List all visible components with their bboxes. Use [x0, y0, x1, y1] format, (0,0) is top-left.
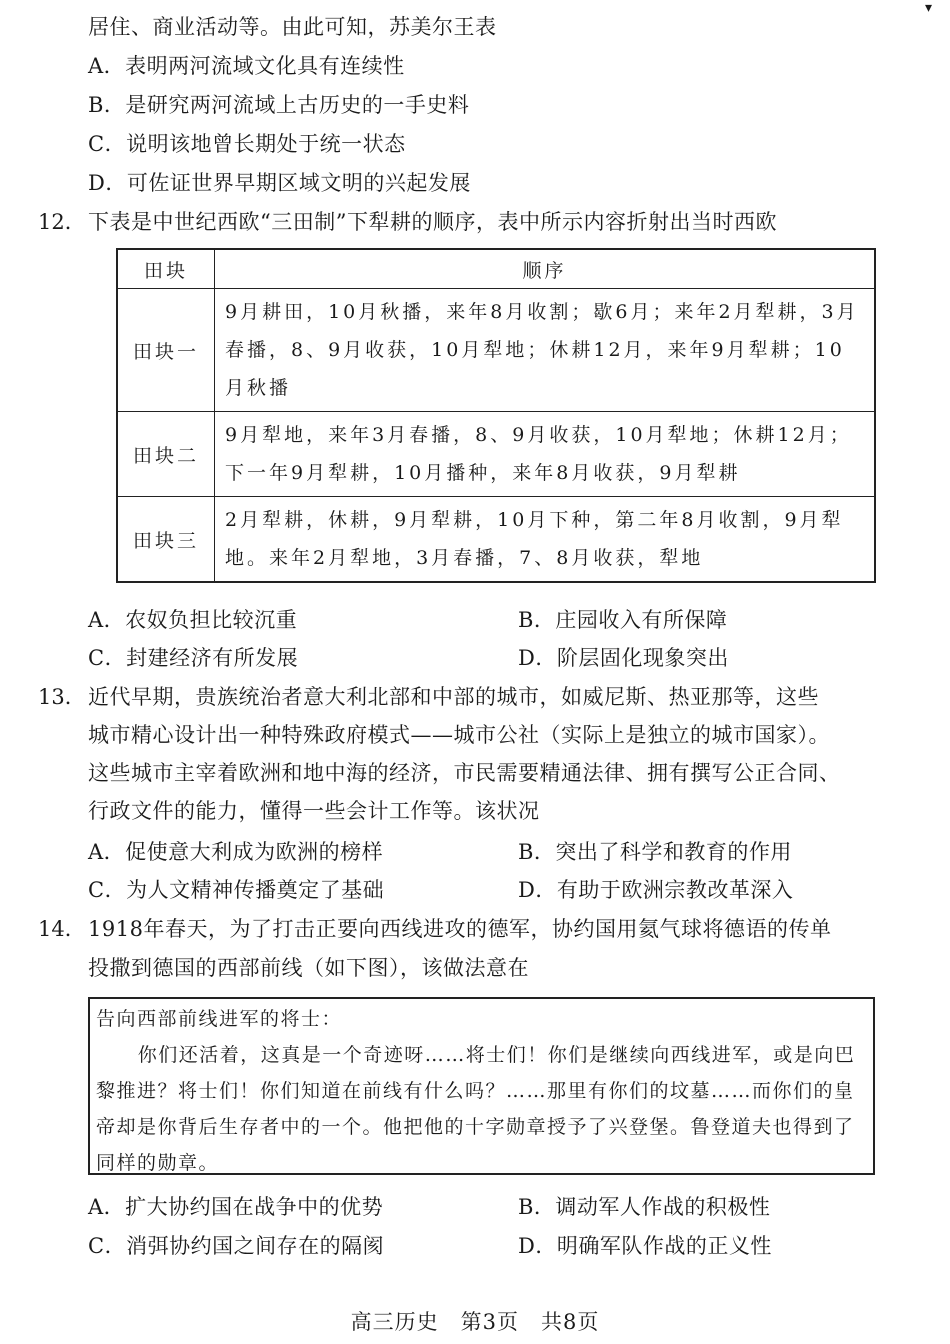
q13-number: 13． [38, 685, 86, 709]
three-field-table [116, 248, 876, 583]
q11-option-d: D．可佐证世界早期区域文明的兴起发展 [88, 171, 471, 195]
q13-option-a: A．促使意大利成为欧洲的榜样 [88, 840, 384, 864]
table-cell-field-name: 田块一 [117, 289, 215, 412]
q12-option-a: A．农奴负担比较沉重 [88, 608, 298, 632]
table-cell-order: 9月耕田，10月秋播，来年8月收割；歇6月；来年2月犁耕，3月春播，8、9月收获，10月犁地；休耕12月，来年9月犁耕；10月秋播 [215, 289, 876, 412]
q11-option-a: A．表明两河流域文化具有连续性 [88, 54, 405, 78]
q12-stem: 下表是中世纪西欧“三田制”下犁耕的顺序，表中所示内容折射出当时西欧 [88, 210, 777, 234]
q11-stem-tail: 居住、商业活动等。由此可知，苏美尔王表 [88, 15, 497, 39]
q12-option-d: D．阶层固化现象突出 [518, 646, 729, 670]
leaflet-body: 你们还活着，这真是一个奇迹呀……将士们！你们是继续向西线进军，或是向巴黎推进？将士们！你们知道在前线有什么吗？……那里有你们的坟墓……而你们的皇帝却是你背后生存者中的一个。他把他的十字勋章授予了兴登堡。鲁登道夫也得到了同样的勋章。 [96, 1044, 856, 1174]
q14-option-d: D．明确军队作战的正义性 [518, 1234, 772, 1258]
table-header-order: 顺序 [215, 249, 876, 289]
q14-option-b: B．调动军人作战的积极性 [518, 1195, 771, 1219]
table-row [117, 289, 875, 412]
q12-number: 12． [38, 210, 86, 234]
q12-option-b: B．庄园收入有所保障 [518, 608, 728, 632]
q14-option-a: A．扩大协约国在战争中的优势 [88, 1195, 384, 1219]
q13-option-c: C．为人文精神传播奠定了基础 [88, 878, 385, 902]
table-cell-field-name: 田块二 [117, 412, 215, 497]
table-cell-field-name: 田块三 [117, 497, 215, 583]
leaflet-greeting: 告向西部前线进军的将士： [96, 1008, 343, 1030]
table-header-row [117, 249, 875, 289]
q14-option-c: C．消弭协约国之间存在的隔阂 [88, 1234, 385, 1258]
table-cell-order: 9月犁地，来年3月春播，8、9月收获，10月犁地；休耕12月；下一年9月犁耕，10月播种，来年8月收获，9月犁耕 [215, 412, 876, 497]
table-header-field: 田块 [117, 249, 215, 289]
q11-option-c: C．说明该地曾长期处于统一状态 [88, 132, 406, 156]
q14-stem-line-2: 投撒到德国的西部前线（如下图），该做法意在 [88, 956, 529, 980]
q13-option-d: D．有助于欧洲宗教改革深入 [518, 878, 794, 902]
q13-stem-line-2: 城市精心设计出一种特殊政府模式——城市公社（实际上是独立的城市国家）。 [88, 723, 830, 747]
leaflet-box [88, 997, 875, 1175]
q13-stem-line-1: 近代早期，贵族统治者意大利北部和中部的城市，如威尼斯、热亚那等，这些 [88, 685, 819, 709]
q13-option-b: B．突出了科学和教育的作用 [518, 840, 792, 864]
page-footer: 高三历史 第3页 共8页 [350, 1310, 600, 1334]
q13-stem-line-4: 行政文件的能力，懂得一些会计工作等。该状况 [88, 799, 540, 823]
table-row [117, 497, 875, 583]
q14-number: 14． [38, 917, 86, 941]
corner-mark: ▾ [924, 0, 932, 16]
table-row [117, 412, 875, 497]
q11-option-b: B．是研究两河流域上古历史的一手史料 [88, 93, 470, 117]
q14-stem-line-1: 1918年春天，为了打击正要向西线进攻的德军，协约国用氦气球将德语的传单 [88, 917, 832, 941]
q12-option-c: C．封建经济有所发展 [88, 646, 299, 670]
table-cell-order: 2月犁耕，休耕，9月犁耕，10月下种，第二年8月收割，9月犁地。来年2月犁地，3月春播，7、8月收获，犁地 [215, 497, 876, 583]
q13-stem-line-3: 这些城市主宰着欧洲和地中海的经济，市民需要精通法律、拥有撰写公正合同、 [88, 761, 841, 785]
